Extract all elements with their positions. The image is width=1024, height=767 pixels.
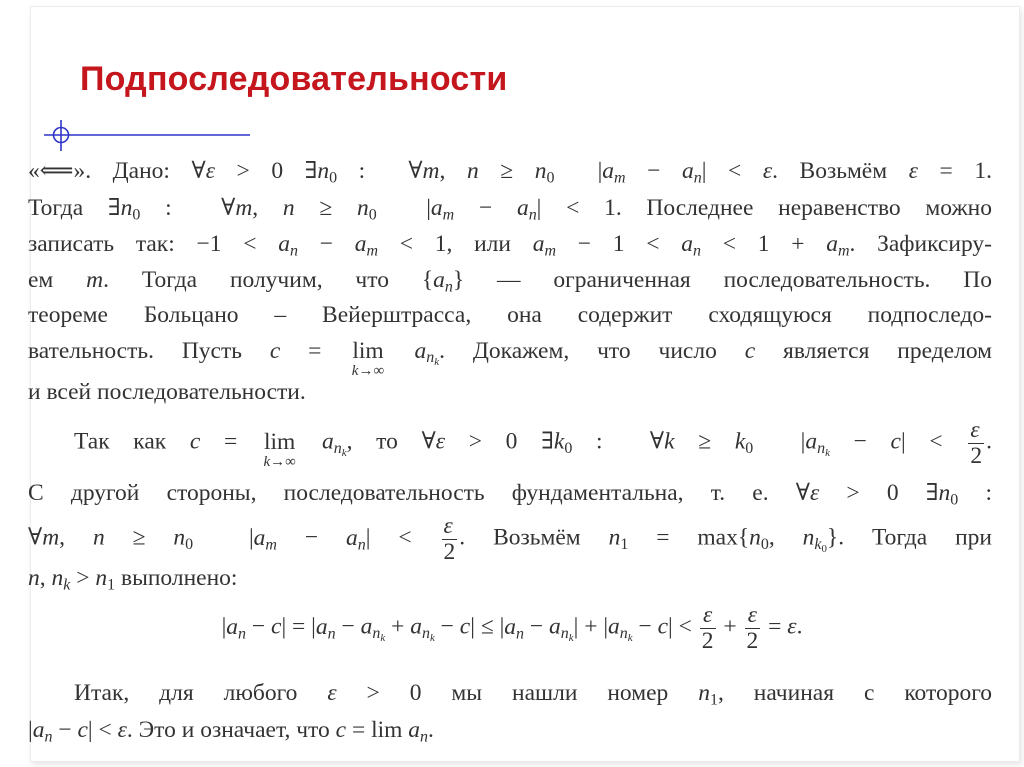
proof-line-10: ∀m, $n \ge n_0$ $|a_m - a_n|$ < $\frac{\varepsilon}{2}$ . Возьмём $n_1 = \max\{n_0$, $n_{k_0}$}. Тогда при	[28, 513, 992, 565]
proof-line-13: Итак, для любого ε > 0 мы нашли номер $n_1$, начиная с которого	[74, 680, 992, 709]
proof-line-11: n, $n_k > n_1$ выполнено:	[28, 565, 238, 594]
proof-line-4: ем m. Тогда получим, что $\{a_n\}$ — ограниченная последовательность. По	[28, 267, 992, 296]
proof-line-6: вательность. Пусть c = lim k→∞ $a_{n_k}$. Докажем, что число c является пределом	[28, 338, 992, 379]
proof-line-2: Тогда $\exists n_0$ : ∀m, $n \ge n_0$ $|a_m - a_n| < 1$. Последнее неравенство можно	[28, 195, 993, 224]
slide-title: Подпоследовательности	[80, 60, 508, 98]
proof-line-9: С другой стороны, последовательность фундаментальна, т. е. ∀ε > 0 $\exists n_0$ :	[28, 480, 992, 509]
proof-line-1: «⟸». Дано: ∀ε > 0 $\exists n_0$ : ∀m, $n \ge n_0$ $|a_m - a_n| < \varepsilon$. Возьмём ε = 1.	[28, 158, 992, 187]
proof-line-14: $|a_n - c| < \varepsilon$. Это и означает, что $c = \lim a_n$.	[28, 717, 434, 746]
proof-line-5: теореме Больцано – Вейерштрасса, она содержит сходящуюся подпоследо-	[28, 302, 992, 328]
proof-line-7: и всей последовательности.	[28, 379, 306, 405]
proof-line-8: Так как c = lim k→∞ $a_{n_k}$, то ∀ε > 0 $\exists k_0$ : ∀k ≥ $k_0$ $|a_{n_k} - c|$ < $\frac{\varepsilon}{2}$ .	[74, 417, 992, 470]
crosshair-line-icon	[44, 118, 250, 152]
proof-line-3: записать так: $-1 < a_n - a_m < 1$, или $a_m - 1 < a_n < 1 + a_m$. Зафиксиру-	[28, 231, 992, 260]
display-formula: $|a_n - c| = |a_n - a_{n_k} + a_{n_k} - c| \le |a_n - a_{n_k}| + |a_{n_k} - c|$ < $\frac{\varepsilon}{2}$ + $\frac{\varepsilon}{2}$ = ε.	[221, 602, 803, 654]
